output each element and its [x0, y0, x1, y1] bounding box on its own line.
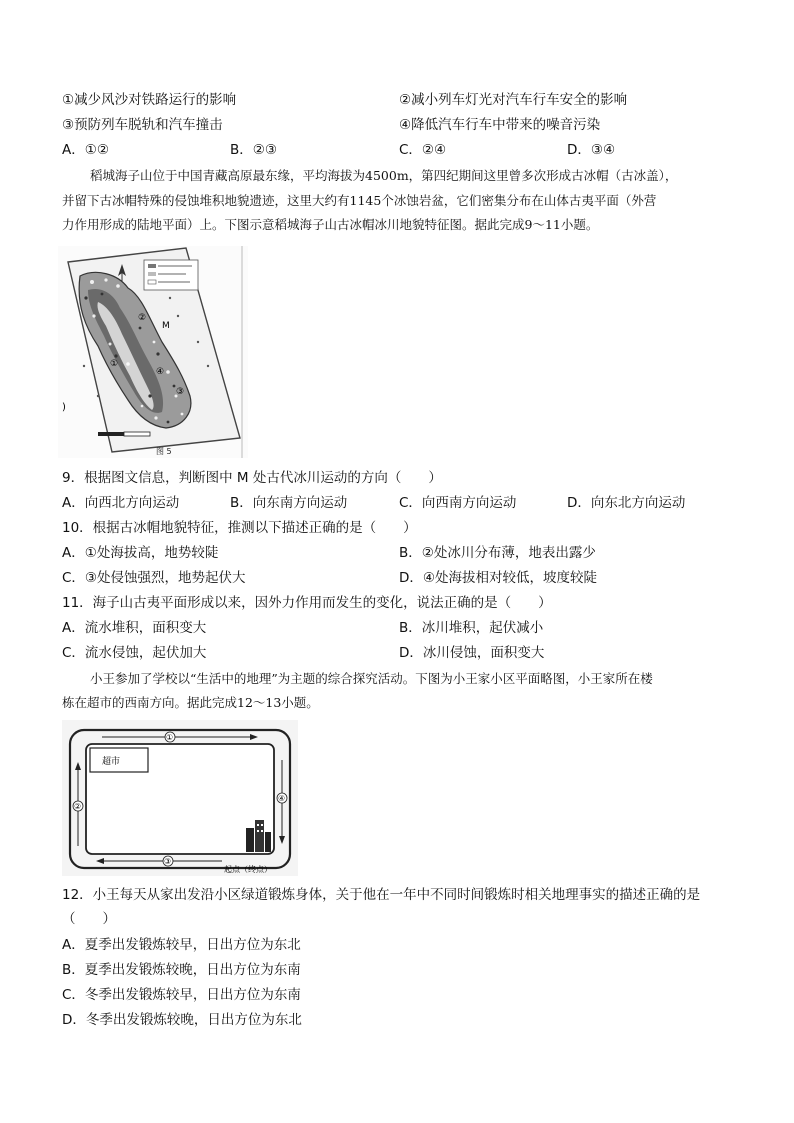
q11-option-a: A．流水堆积，面积变大	[62, 620, 207, 636]
map-point-2: ②	[138, 313, 147, 323]
start-end-label: 起点（终点）	[224, 865, 272, 874]
q8-option-d: D．③④	[567, 142, 616, 158]
q10-option-a: A．①处海拔高，地势较陡	[62, 545, 219, 561]
q10-option-d: D．④处海拔相对较低，坡度较陡	[399, 570, 597, 586]
q9-option-b: B．向东南方向运动	[230, 495, 348, 511]
passage1-line-3: 力作用形成的陆地平面）上。下图示意稻城海子山古冰帽冰川地貌特征图。据此完成9～11小题。	[62, 217, 599, 232]
q11-option-c: C．流水侵蚀，起伏加大	[62, 645, 207, 661]
passage2-line-2: 栋在超市的西南方向。据此完成12～13小题。	[62, 695, 319, 710]
map-point-3: ③	[176, 387, 185, 397]
glacier-map-figure	[58, 246, 248, 458]
passage2-line-1: 小王参加了学校以“生活中的地理”为主题的综合探究活动。下图为小王家小区平面略图，小王家所在楼	[90, 671, 653, 686]
passage1-line-2: 并留下古冰帽特殊的侵蚀堆积地貌遗迹，这里大约有1145个冰蚀岩盆，它们密集分布在山体古夷平面（外营	[62, 193, 657, 208]
path-marker-1: ①	[166, 733, 174, 742]
q9-option-d: D．向东北方向运动	[567, 495, 686, 511]
residential-plan-figure	[62, 720, 298, 876]
supermarket-label: 超市	[102, 757, 121, 767]
q11-stem: 11．海子山古夷平面形成以来，因外力作用而发生的变化，说法正确的是（ ）	[62, 595, 552, 611]
map-point-4: ④	[156, 367, 165, 377]
q10-option-b: B．②处冰川分布薄，地表出露少	[399, 545, 596, 561]
q8-option-a: A．①②	[62, 142, 109, 158]
q12-option-a: A．夏季出发锻炼较早，日出方位为东北	[62, 937, 301, 953]
q8-item-1: ①减少风沙对铁路运行的影响	[62, 92, 237, 108]
q10-stem: 10．根据古冰帽地貌特征，推测以下描述正确的是（ ）	[62, 520, 417, 536]
path-marker-2: ②	[74, 802, 82, 811]
q8-option-b: B．②③	[230, 142, 277, 158]
map-point-1: ①	[110, 359, 119, 369]
q9-option-c: C．向西南方向运动	[399, 495, 517, 511]
map-point-m: M	[162, 321, 170, 331]
q12-option-c: C．冬季出发锻炼较早，日出方位为东南	[62, 987, 301, 1003]
path-marker-3: ③	[164, 857, 172, 866]
scale-bar	[98, 432, 150, 436]
q12-stem: 12．小王每天从家出发沿小区绿道锻炼身体，关于他在一年中不同时间锻炼时相关地理事实的描述正确的是	[62, 887, 701, 903]
map-side-mark: )	[62, 402, 66, 413]
q9-option-a: A．向西北方向运动	[62, 495, 180, 511]
q8-item-2: ②减小列车灯光对汽车行车安全的影响	[399, 92, 628, 108]
map-caption: 图 5	[156, 447, 172, 456]
q11-option-b: B．冰川堆积，起伏减小	[399, 620, 544, 636]
q12-option-b: B．夏季出发锻炼较晚，日出方位为东南	[62, 962, 301, 978]
path-marker-4: ④	[278, 794, 286, 803]
q8-item-3: ③预防列车脱轨和汽车撞击	[62, 117, 223, 133]
q8-item-4: ④降低汽车行车中带来的噪音污染	[399, 117, 601, 133]
q8-option-c: C．②④	[399, 142, 447, 158]
q12-paren: （ ）	[62, 911, 116, 927]
q9-stem: 9．根据图文信息，判断图中 M 处古代冰川运动的方向（ ）	[62, 470, 442, 486]
q12-option-d: D．冬季出发锻炼较晚，日出方位为东北	[62, 1012, 302, 1028]
q11-option-d: D．冰川侵蚀，面积变大	[399, 645, 545, 661]
passage1-line-1: 稻城海子山位于中国青藏高原最东缘，平均海拔为4500m，第四纪期间这里曾多次形成古冰帽（古冰盖），	[90, 168, 678, 183]
q10-option-c: C．③处侵蚀强烈，地势起伏大	[62, 570, 246, 586]
